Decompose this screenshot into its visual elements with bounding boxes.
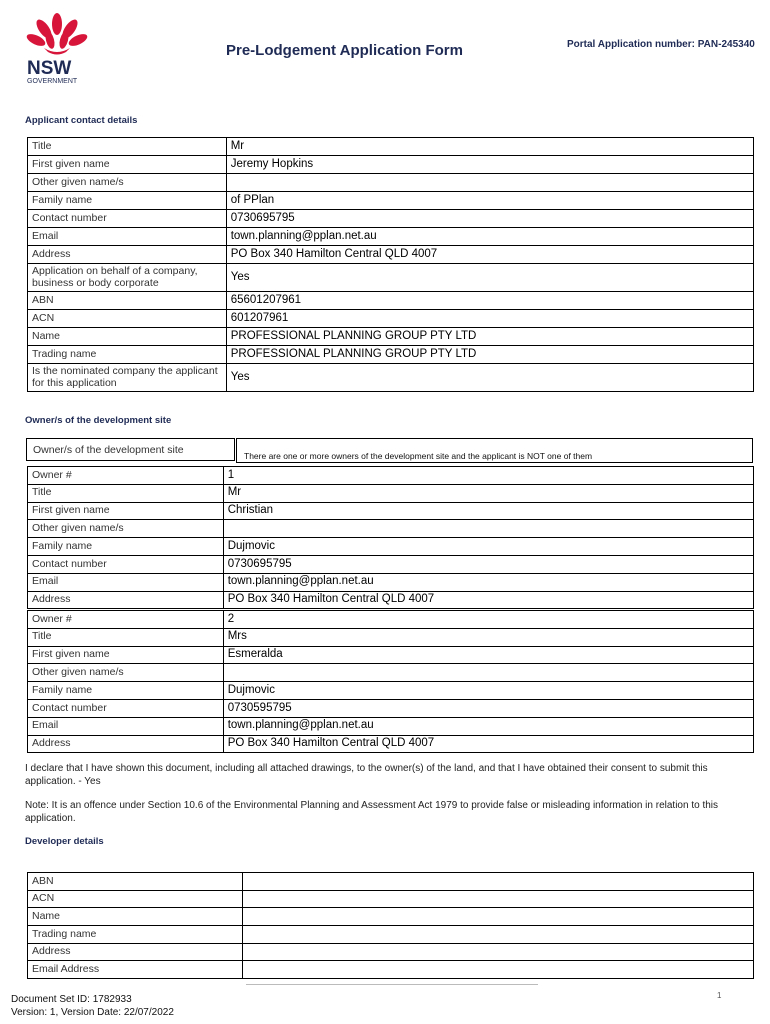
field-label: ABN [28, 292, 227, 310]
document-title: Pre-Lodgement Application Form [226, 42, 463, 59]
table-row [28, 699, 754, 717]
table-row [28, 156, 754, 174]
field-value: Mrs [223, 628, 753, 646]
table-row [28, 264, 754, 292]
table-row [28, 943, 754, 961]
field-label: Trading name [28, 346, 227, 364]
field-label: Trading name [28, 926, 243, 944]
field-label: Family name [28, 538, 224, 556]
field-label: Address [28, 591, 224, 609]
field-label: Email [28, 717, 224, 735]
field-label: First given name [28, 502, 224, 520]
field-value: 0730595795 [223, 699, 753, 717]
field-value: 0730695795 [226, 210, 753, 228]
declaration-text: I declare that I have shown this document, including all attached drawings, to the owner(s) of the land, and that I have obtained their consent to submit this application. - Yes [25, 763, 708, 787]
table-row [28, 555, 754, 573]
field-value: town.planning@pplan.net.au [223, 717, 753, 735]
field-value [242, 961, 753, 979]
field-value [223, 520, 753, 538]
field-value [242, 890, 753, 908]
field-value [242, 873, 753, 891]
field-value: Jeremy Hopkins [226, 156, 753, 174]
table-row [28, 611, 754, 629]
page-number: 1 [717, 991, 722, 1000]
table-row [28, 735, 754, 753]
field-label: Title [28, 484, 224, 502]
field-value [242, 908, 753, 926]
field-label: Application on behalf of a company, business or body corporate [28, 264, 227, 292]
table-row [28, 292, 754, 310]
table-row [28, 192, 754, 210]
field-value [223, 664, 753, 682]
table-row [28, 328, 754, 346]
field-value: 65601207961 [226, 292, 753, 310]
field-label: Contact number [28, 210, 227, 228]
table-row [28, 346, 754, 364]
field-label: Owner # [28, 467, 224, 485]
field-label: Is the nominated company the applicant for this application [28, 364, 227, 392]
field-value: 1 [223, 467, 753, 485]
table-row [28, 890, 754, 908]
table-row [28, 467, 754, 485]
field-label: Family name [28, 192, 227, 210]
field-value: Yes [226, 264, 753, 292]
field-label: First given name [28, 646, 224, 664]
offence-note: Note: It is an offence under Section 10.6 of the Environmental Planning and Assessment Act 1979 to provide false or misleading information in relation to this application. [25, 800, 719, 824]
field-label: ACN [28, 890, 243, 908]
field-label: Contact number [28, 555, 224, 573]
developer-table [27, 872, 754, 979]
field-value: PO Box 340 Hamilton Central QLD 4007 [223, 591, 753, 609]
table-row [28, 628, 754, 646]
field-value: Mr [223, 484, 753, 502]
applicant-table [27, 137, 754, 392]
field-value: PROFESSIONAL PLANNING GROUP PTY LTD [226, 328, 753, 346]
field-label: Family name [28, 682, 224, 700]
owner-2-table [27, 610, 754, 753]
table-row [28, 174, 754, 192]
field-label: Name [28, 908, 243, 926]
applicant-heading: Applicant contact details [25, 115, 138, 126]
field-label: ABN [28, 873, 243, 891]
field-value: 2 [223, 611, 753, 629]
field-value [226, 174, 753, 192]
field-label: Contact number [28, 699, 224, 717]
field-value: of PPlan [226, 192, 753, 210]
field-label: ACN [28, 310, 227, 328]
field-label: Address [28, 943, 243, 961]
field-value [242, 926, 753, 944]
field-label: Title [28, 628, 224, 646]
table-row [28, 310, 754, 328]
field-value: Esmeralda [223, 646, 753, 664]
table-row [28, 138, 754, 156]
field-label: Email [28, 228, 227, 246]
field-label: Address [28, 735, 224, 753]
field-value: Christian [223, 502, 753, 520]
document-set-id: Document Set ID: 1782933 [11, 994, 132, 1005]
field-label: Title [28, 138, 227, 156]
portal-application-number: Portal Application number: PAN-245340 [567, 39, 755, 50]
field-value: Dujmovic [223, 682, 753, 700]
field-value: Dujmovic [223, 538, 753, 556]
table-row [28, 246, 754, 264]
table-row [28, 682, 754, 700]
field-value: Mr [226, 138, 753, 156]
field-label: Owner # [28, 611, 224, 629]
field-label: Email [28, 573, 224, 591]
owners-summary [26, 438, 754, 463]
field-label: Other given name/s [28, 664, 224, 682]
table-row [28, 364, 754, 392]
field-label: Name [28, 328, 227, 346]
table-row [28, 873, 754, 891]
table-row [28, 573, 754, 591]
table-row [28, 502, 754, 520]
version-info: Version: 1, Version Date: 22/07/2022 [11, 1007, 174, 1018]
field-label: Email Address [28, 961, 243, 979]
owners-summary-value: There are one or more owners of the development site and the applicant is NOT one of them [236, 438, 753, 463]
field-value: PO Box 340 Hamilton Central QLD 4007 [226, 246, 753, 264]
field-value [242, 943, 753, 961]
logo-government-text: GOVERNMENT [27, 78, 78, 85]
table-row [28, 228, 754, 246]
nsw-government-logo [24, 12, 90, 86]
field-value: 601207961 [226, 310, 753, 328]
table-row [28, 591, 754, 609]
field-label: Other given name/s [28, 520, 224, 538]
table-row [28, 210, 754, 228]
owners-summary-label: Owner/s of the development site [26, 438, 235, 461]
field-value: town.planning@pplan.net.au [226, 228, 753, 246]
field-label: Other given name/s [28, 174, 227, 192]
waratah-icon [25, 13, 89, 55]
table-row [28, 908, 754, 926]
field-value: PO Box 340 Hamilton Central QLD 4007 [223, 735, 753, 753]
field-value: town.planning@pplan.net.au [223, 573, 753, 591]
field-label: First given name [28, 156, 227, 174]
field-label: Address [28, 246, 227, 264]
developer-heading: Developer details [25, 836, 104, 847]
owners-heading: Owner/s of the development site [25, 415, 172, 426]
table-row [28, 520, 754, 538]
table-row [28, 646, 754, 664]
table-row [28, 484, 754, 502]
divider [246, 984, 538, 985]
table-row [28, 717, 754, 735]
field-value: 0730695795 [223, 555, 753, 573]
table-row [28, 926, 754, 944]
field-value: Yes [226, 364, 753, 392]
field-value: PROFESSIONAL PLANNING GROUP PTY LTD [226, 346, 753, 364]
owner-1-table [27, 466, 754, 609]
logo-nsw-text: NSW [27, 58, 72, 79]
table-row [28, 664, 754, 682]
footer [11, 993, 174, 1019]
table-row [28, 538, 754, 556]
table-row [28, 961, 754, 979]
